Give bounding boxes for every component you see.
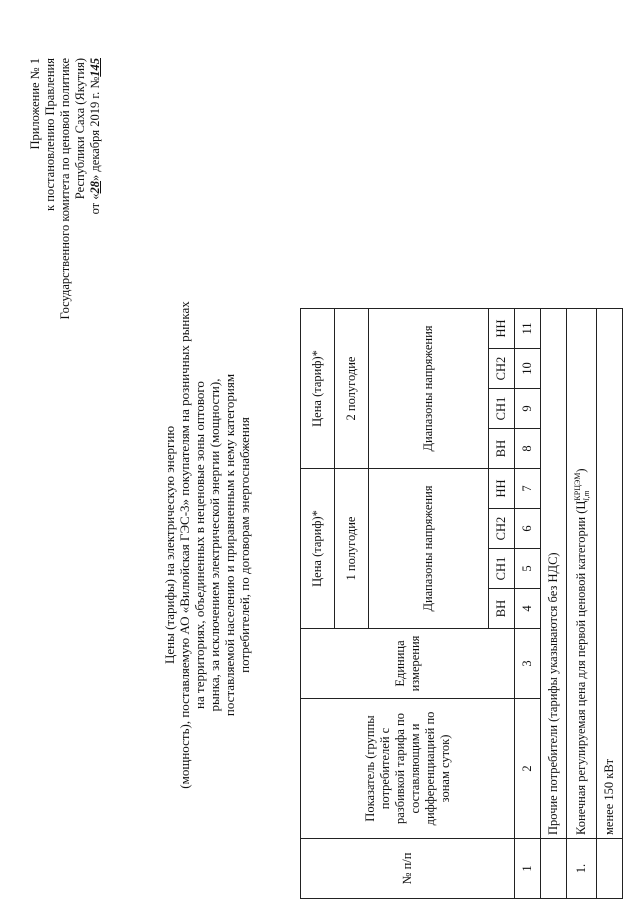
row-1-label — [567, 309, 597, 839]
row-1-text: Конечная регулируемая цена для первой ценовой категории (Ц — [573, 500, 588, 835]
document-title — [162, 185, 252, 905]
title-line-1: Цены (тарифы) на электрическую энергию — [162, 425, 177, 665]
level-sn2-half1: СН2 — [489, 509, 515, 549]
level-nn-half1: НН — [489, 469, 515, 509]
index-cell: 5 — [515, 549, 541, 589]
appendix-line-4: Республики Саха (Якутия) — [73, 58, 87, 200]
row-1-sup: КРЦЭМ — [572, 472, 582, 501]
empty-cell — [541, 839, 567, 899]
tariff-table — [300, 308, 623, 899]
index-cell: 10 — [515, 349, 541, 389]
appendix-line-2: к постановлению Правления — [43, 58, 57, 211]
index-cell: 3 — [515, 629, 541, 699]
index-cell: 2 — [515, 699, 541, 839]
price-header-half1: Цена (тариф)* — [301, 469, 335, 629]
col-unit-header: Единица измерения — [301, 629, 515, 699]
voltage-label-half2: Диапазоны напряжения — [369, 309, 489, 469]
title-line-3: на территориях, объединенных в неценовые зоны оптового — [192, 381, 207, 709]
index-cell: 6 — [515, 509, 541, 549]
level-sn1-half2: СН1 — [489, 389, 515, 429]
index-cell: 9 — [515, 389, 541, 429]
index-cell: 7 — [515, 469, 541, 509]
handwritten-number: 145 — [88, 58, 102, 77]
section-other-consumers — [541, 309, 567, 899]
appendix-line-1: Приложение № 1 — [28, 58, 42, 150]
title-line-4: рынка, за исключением электрической энергии (мощности), — [207, 378, 222, 712]
level-sn1-half1: СН1 — [489, 549, 515, 589]
col-num-header: № п/п — [301, 839, 515, 899]
row-2 — [597, 309, 623, 899]
row-2-label: менее 150 кВт — [597, 309, 623, 839]
half2-label: 2 полугодие — [335, 309, 369, 469]
date-mid: » декабря 2019 г. № — [88, 76, 102, 181]
index-cell: 1 — [515, 839, 541, 899]
row-1 — [567, 309, 597, 899]
date-prefix: от « — [88, 193, 102, 215]
price-header-half2: Цена (тариф)* — [301, 309, 335, 469]
title-line-5: поставляемой населению и приравненным к нему категориям — [222, 373, 237, 717]
appendix-date-line — [88, 58, 103, 320]
row-1-num: 1. — [567, 839, 597, 899]
header-row-1 — [301, 309, 335, 899]
section-other-label: Прочие потребители (тарифы указываются без НДС) — [541, 309, 567, 839]
row-1-close: ) — [573, 468, 588, 473]
column-index-row — [515, 309, 541, 899]
title-line-2: (мощность), поставляемую АО «Вилюйская ГЭС-3» покупателям на розничных рынках — [177, 301, 192, 789]
level-nn-half2: НН — [489, 309, 515, 349]
index-cell: 8 — [515, 429, 541, 469]
voltage-label-half1: Диапазоны напряжения — [369, 469, 489, 629]
index-cell: 4 — [515, 589, 541, 629]
handwritten-day: 28 — [88, 180, 102, 194]
appendix-block — [28, 58, 103, 320]
empty-cell — [597, 839, 623, 899]
col-indicator-header: Показатель (группы потребителей с разбивкой тарифа по составляющим и дифференциацией по зонам суток) — [301, 699, 515, 839]
row-1-sub: l,m — [581, 490, 591, 501]
index-cell: 11 — [515, 309, 541, 349]
title-line-6: потребителей, по договорам энергоснабжения — [237, 417, 252, 673]
appendix-line-3: Государственного комитета по ценовой политике — [58, 58, 72, 320]
half1-label: 1 полугодие — [335, 469, 369, 629]
level-sn2-half2: СН2 — [489, 349, 515, 389]
level-vn-half1: ВН — [489, 589, 515, 629]
level-vn-half2: ВН — [489, 429, 515, 469]
row-1-formula-indices — [573, 473, 591, 501]
